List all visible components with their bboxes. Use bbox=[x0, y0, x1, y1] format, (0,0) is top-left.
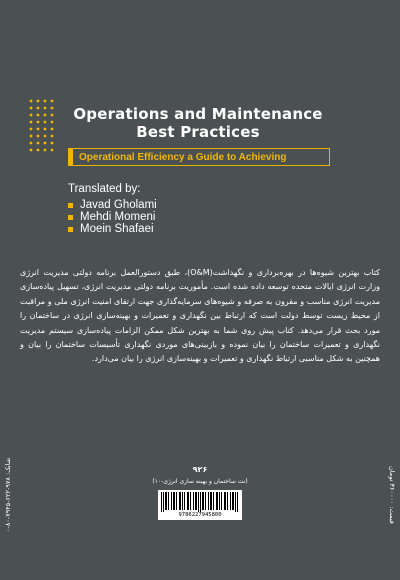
barcode-number: 9786227945800 bbox=[178, 512, 222, 518]
barcode bbox=[158, 490, 242, 520]
translator-item bbox=[68, 211, 157, 223]
translator-item bbox=[68, 199, 157, 211]
book-title-line-2: Best Practices bbox=[136, 123, 260, 141]
subtitle-box bbox=[68, 148, 330, 166]
decorative-dot-grid bbox=[28, 98, 62, 158]
book-number: ۹۲۶ bbox=[192, 465, 208, 474]
translator-name: Mehdi Momeni bbox=[80, 211, 156, 223]
translator-name: Moein Shafaei bbox=[80, 223, 154, 235]
book-title bbox=[68, 105, 328, 141]
translators-block bbox=[68, 183, 157, 235]
series-label: (نت ساختمان و بهینه سازی انرژی-۱۰) bbox=[152, 478, 248, 485]
translator-item bbox=[68, 223, 157, 235]
bullet-square-icon bbox=[68, 227, 73, 232]
isbn-text: شابک: ۹۷۸-۶۲۲-۷۹۴۵-۸۰-۰ bbox=[4, 457, 12, 533]
barcode-bars-icon bbox=[161, 492, 239, 512]
bullet-square-icon bbox=[68, 215, 73, 220]
price-text: قیمت: ۳۶۰۰۰۰ تومان bbox=[388, 466, 396, 524]
book-title-line-1: Operations and Maintenance bbox=[73, 105, 323, 123]
bullet-square-icon bbox=[68, 203, 73, 208]
translator-name: Javad Gholami bbox=[80, 199, 157, 211]
book-subtitle: Operational Efficiency a Guide to Achieving bbox=[79, 151, 287, 163]
translated-by-label: Translated by: bbox=[68, 183, 141, 195]
book-description: کتاب بهترین شیوه‌ها در بهره‌برداری و نگهداشت(O&M)، طبق دستورالعمل برنامه دولتی مدیریت انرژی وزارت انرژی ایالات متحده توسعه داده شده است. مأموریت برنامه دولتی مدیریت انرژی، تسهیل پیاده‌سازی مدیریت انرژی مناسب و مقرون به صرفه و شیوه‌های سرمایه‌گذاری جهت ارتقای امنیت انرژی ملی و مراقبت از محیط زیست توسط دولت است که ارتباط بین نگهداری و تعمیرات و بهینه‌سازی انرژی در ساختمان را مورد بحث قرار می‌دهد. کتاب پیش روی شما به بهترین شکل ممکن الزامات پیاده‌سازی سیستم مدیریت نگهداری و تعمیرات ساختمان را بیان نموده و بازبینی‌های موردی نگهداری تأسیسات ساختمان را بیان و همچنین به شکل مناسبی ارتباط نگهداری و تعمیرات و بهینه‌سازی انرژی را بیان می‌دارد. bbox=[20, 268, 380, 364]
